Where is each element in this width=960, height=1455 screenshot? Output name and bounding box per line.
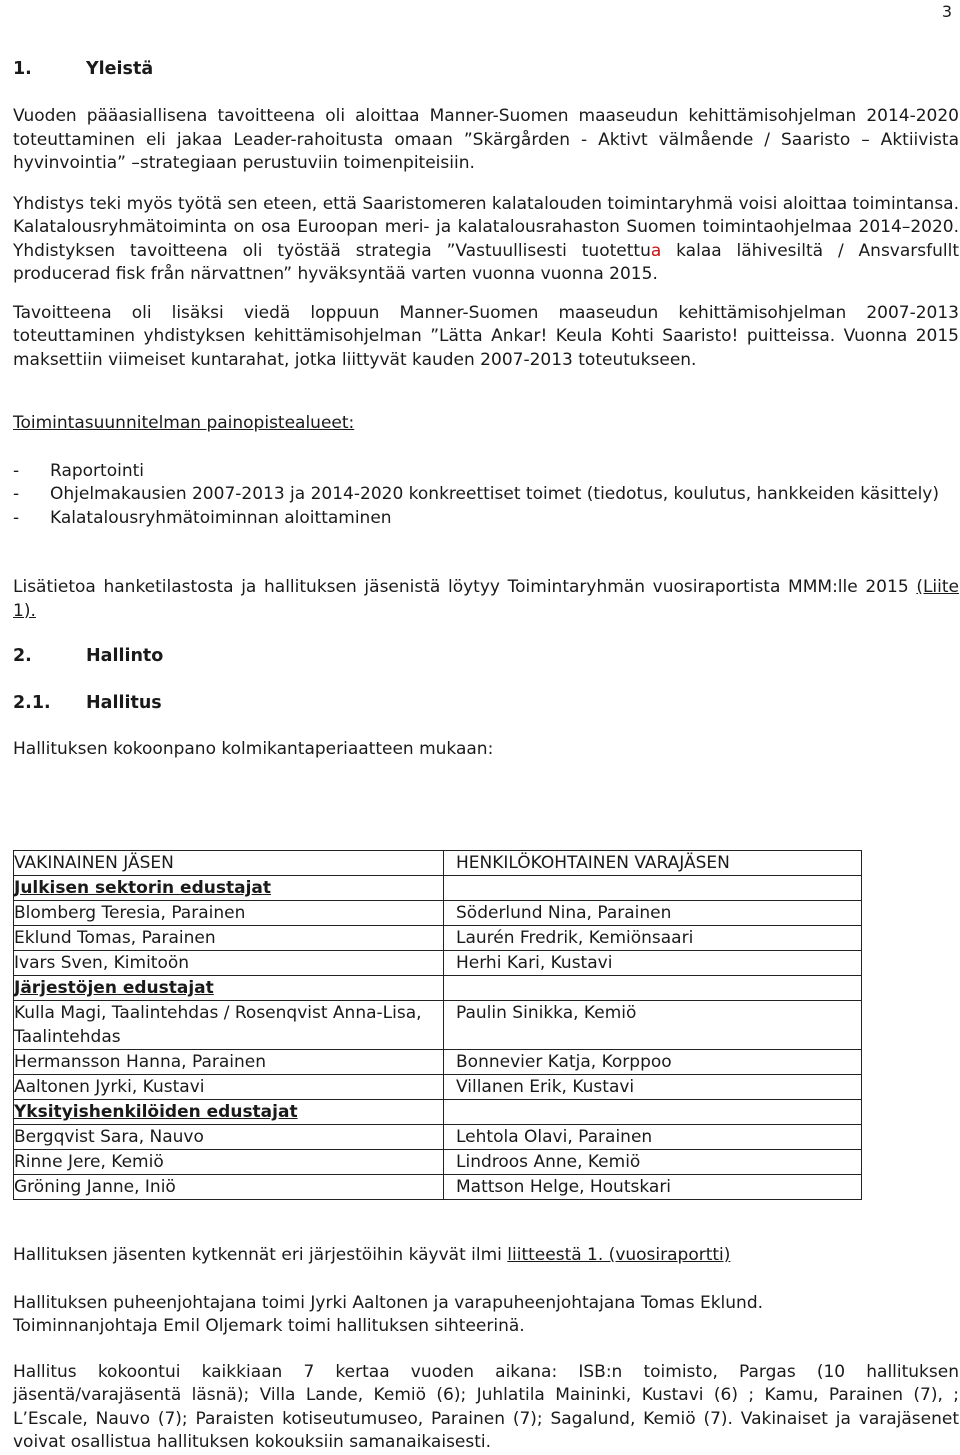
member-cell: Rinne Jere, Kemiö: [14, 1150, 444, 1175]
member-cell: Kulla Magi, Taalintehdas / Rosenqvist Anna-Lisa, Taalintehdas: [14, 1001, 444, 1050]
deputy-cell: Bonnevier Katja, Korppoo: [444, 1050, 862, 1075]
group-title: Julkisen sektorin edustajat: [14, 876, 444, 901]
member-cell: Eklund Tomas, Parainen: [14, 926, 444, 951]
secretary-line: Toiminnanjohtaja Emil Oljemark toimi hallituksen sihteerinä.: [13, 1316, 525, 1336]
paragraph-meetings: Hallitus kokoontui kaikkiaan 7 kertaa vuoden aikana: ISB:n toimisto, Pargas (10 hallituksen jäsentä/varajäsentä läsnä); Villa Lande, Kemiö (6); Juhlatila Maininki, Kustavi (6) ; Kamu, Parainen (7), ; L’Escale, Nauvo (7); Paraisten kotiseutumuseo, Parainen (7); Sagalund, Kemiö (7). Vakinaiset ja varajäsenet voivat osallistua hallituksen kokouksiin samanaikaisesti.: [13, 1361, 959, 1452]
header-cell-deputy: HENKILÖKOHTAINEN VARAJÄSEN: [444, 851, 862, 876]
section-2-1-heading: [13, 692, 959, 716]
paragraph-goal: Vuoden pääasiallisena tavoitteena oli aloittaa Manner-Suomen maaseudun kehittämisohjelman 2014-2020 toteuttaminen eli jakaa Leader-rahoitusta omaan ”Skärgården - Aktivt välmående / Saaristo – Aktiivista hyvinvointia” –strategiaan perustuviin toimenpiteisiin.: [13, 106, 959, 173]
paragraph-fisheries-text-b: kalaa lähivesiltä / Ansvarsfullt producerad fisk från närvattnen” hyväksyntää varten vuonna vuonna 2015.: [13, 240, 959, 284]
deputy-cell: Mattson Helge, Houtskari: [444, 1175, 862, 1200]
appendix-link[interactable]: (Liite 1).: [13, 577, 960, 621]
document-body: [13, 58, 960, 1452]
group-row: [14, 976, 862, 1001]
page-number: 3: [941, 2, 952, 21]
header-cell-member: VAKINAINEN JÄSEN: [14, 851, 444, 876]
table-row: [14, 1050, 862, 1075]
empty-cell: [444, 976, 862, 1001]
empty-cell: [444, 1100, 862, 1125]
paragraph-previous-program: Tavoitteena oli lisäksi viedä loppuun Manner-Suomen maaseudun kehittämisohjelman 2007-2013 toteuttaminen yhdistyksen kehittämisohjelman ”Lätta Ankar! Keula Kohti Saaristo! puitteissa. Vuonna 2015 maksettiin viimeiset kuntarahat, jotka liittyvät kauden 2007-2013 toteutukseen.: [13, 302, 959, 370]
paragraph-links: [13, 1244, 959, 1268]
section-1-heading: [13, 58, 959, 82]
member-cell: Hermansson Hanna, Parainen: [14, 1050, 444, 1075]
paragraph-chair: [13, 1292, 959, 1339]
member-cell: Aaltonen Jyrki, Kustavi: [14, 1075, 444, 1100]
member-cell: Ivars Sven, Kimitoön: [14, 951, 444, 976]
more-info-text: Lisätietoa hanketilastosta ja hallituksen jäsenistä löytyy Toimintaryhmän vuosiraportista MMM:lle 2015: [13, 577, 909, 597]
deputy-cell: Villanen Erik, Kustavi: [444, 1075, 862, 1100]
deputy-cell: Lehtola Olavi, Parainen: [444, 1125, 862, 1150]
table-header-row: [14, 851, 862, 876]
table-row: [14, 951, 862, 976]
paragraph-fisheries-text-a: Yhdistys teki myös työtä sen eteen, että Saaristomeren kalatalouden toimintaryhmä voisi aloittaa toimintansa. Kalatalousryhmätoiminta on osa Euroopan meri- ja kalatalousrahaston Suomen toimintaohjelmaa 2014–2020. Yhdistyksen tavoitteena oli työstää strategia ”Vastuullisesti tuotettu: [13, 193, 959, 261]
links-text: Hallituksen jäsenten kytkennät eri järjestöihin käyvät ilmi: [13, 1245, 508, 1265]
section-number: 1.: [13, 59, 32, 79]
table-row: [14, 1175, 862, 1200]
board-intro: Hallituksen kokoonpano kolmikantaperiaatteen mukaan:: [13, 739, 494, 759]
chair-line: Hallituksen puheenjohtajana toimi Jyrki Aaltonen ja varapuheenjohtajana Tomas Eklund.: [13, 1292, 764, 1313]
member-cell: Bergqvist Sara, Nauvo: [14, 1125, 444, 1150]
group-title: Yksityishenkilöiden edustajat: [14, 1100, 444, 1125]
table-row: [14, 1150, 862, 1175]
member-cell: Gröning Janne, Iniö: [14, 1175, 444, 1200]
section-number: 2.1.: [13, 693, 51, 713]
deputy-cell: Laurén Fredrik, Kemiönsaari: [444, 926, 862, 951]
after-table-block: [13, 1244, 959, 1455]
section-title: Hallinto: [86, 646, 164, 666]
list-item: - Ohjelmakausien 2007-2013 ja 2014-2020 konkreettiset toimet (tiedotus, koulutus, hankkeiden käsittely): [13, 483, 959, 507]
table-row: [14, 1075, 862, 1100]
table-row: [14, 926, 862, 951]
section-2-heading: [13, 645, 959, 669]
group-title: Järjestöjen edustajat: [14, 976, 444, 1001]
appendix-link[interactable]: liitteestä 1. (vuosiraportti): [507, 1245, 731, 1265]
section-number: 2.: [13, 646, 32, 666]
focus-areas-list: [13, 460, 959, 531]
group-row: [14, 876, 862, 901]
focus-areas-heading: Toimintasuunnitelman painopistealueet:: [13, 413, 355, 433]
section-title: Yleistä: [86, 59, 154, 79]
list-item: - Raportointi: [13, 460, 959, 484]
member-cell: Blomberg Teresia, Parainen: [14, 901, 444, 926]
paragraph-fisheries-red-char: a: [650, 240, 662, 261]
group-row: [14, 1100, 862, 1125]
table-row: [14, 901, 862, 926]
table-row: [14, 1125, 862, 1150]
board-table: [13, 850, 862, 1200]
paragraph-fisheries: [13, 193, 959, 287]
deputy-cell: Herhi Kari, Kustavi: [444, 951, 862, 976]
section-title: Hallitus: [86, 693, 162, 713]
deputy-cell: Söderlund Nina, Parainen: [444, 901, 862, 926]
paragraph-more-info: [13, 576, 959, 623]
table-row: [14, 1001, 862, 1050]
deputy-cell: Lindroos Anne, Kemiö: [444, 1150, 862, 1175]
list-item: - Kalatalousryhmätoiminnan aloittaminen: [13, 507, 959, 531]
deputy-cell: Paulin Sinikka, Kemiö: [444, 1001, 862, 1050]
empty-cell: [444, 876, 862, 901]
